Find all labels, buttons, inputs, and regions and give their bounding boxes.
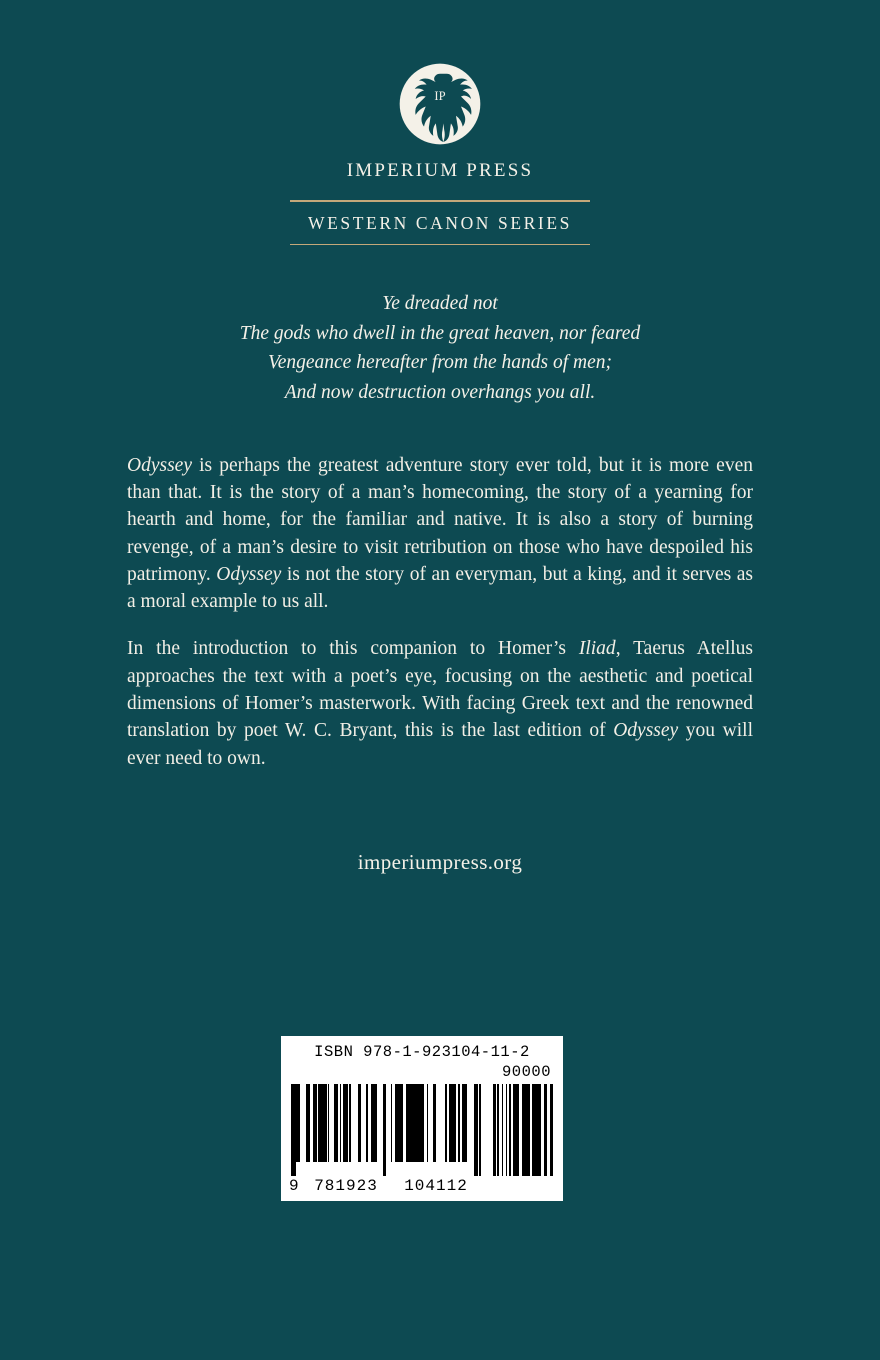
blurb-paragraph: Odyssey is perhaps the greatest adventure story ever told, but it is more even than that. It is the story of a man’s homecoming, the story of a yearning for hearth and home, for the familiar and native. It is also a story of burning revenge, of a man’s desire to visit retribution on those who have despoiled his patrimony. Odyssey is not the story of an everyman, but a king, and it serves as a moral example to us all. <box>127 454 753 613</box>
barcode-digits-right: 104112 <box>404 1177 468 1195</box>
epigraph-line: Ye dreaded not <box>382 293 498 315</box>
price-code: 90000 <box>501 1063 551 1081</box>
barcode-digits <box>289 1177 481 1195</box>
barcode-digits-left: 781923 <box>314 1177 378 1195</box>
svg-text:IP: IP <box>434 88 446 103</box>
barcode <box>281 1036 563 1201</box>
barcode-bars <box>289 1084 555 1176</box>
blurb-paragraph: In the introduction to this companion to Homer’s Iliad, Taerus Atellus approaches the text with a poet’s eye, focusing on the aesthetic and poetical dimensions of Homer’s masterwork. With facing Greek text and the renowned translation by poet W. C. Bryant, this is the last edition of Odyssey you will ever need to own. <box>127 638 754 769</box>
barcode-gap <box>481 1084 493 1176</box>
website-url[interactable]: imperiumpress.org <box>357 849 523 874</box>
isbn-label: ISBN 978-1-923104-11-2 <box>314 1043 530 1061</box>
series-label: WESTERN CANON SERIES <box>308 212 572 233</box>
blurb <box>127 452 753 772</box>
epigraph <box>90 289 790 408</box>
epigraph-line: And now destruction overhangs you all. <box>284 382 596 404</box>
barcode-main-bars <box>289 1084 481 1176</box>
barcode-addon-bars <box>493 1084 555 1176</box>
series-band <box>290 200 590 245</box>
epigraph-line: Vengeance hereafter from the hands of men; <box>267 352 613 374</box>
publisher-block <box>0 0 880 182</box>
publisher-name: IMPERIUM PRESS <box>346 160 534 181</box>
epigraph-line: The gods who dwell in the great heaven, nor feared <box>239 322 641 344</box>
barcode-digit-first: 9 <box>289 1177 300 1195</box>
eagle-monogram-icon <box>398 62 482 146</box>
series-rule-bottom <box>290 244 590 246</box>
